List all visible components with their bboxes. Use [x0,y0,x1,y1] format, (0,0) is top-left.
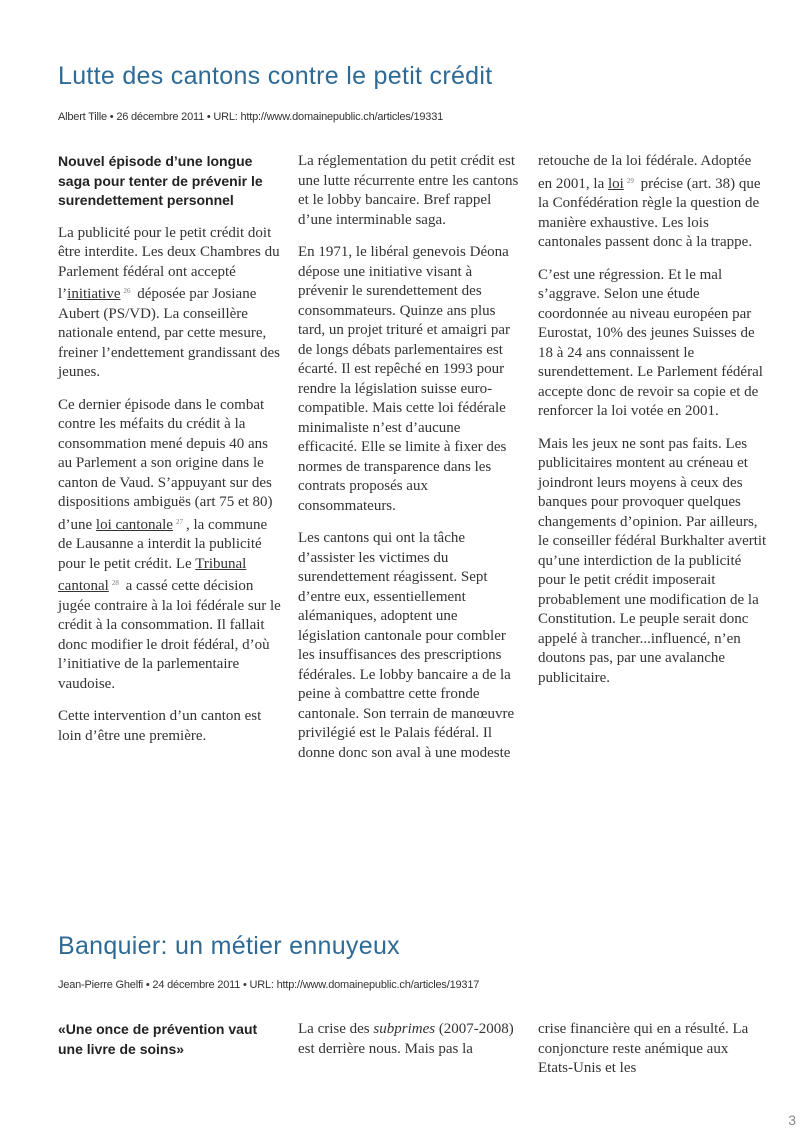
text: retouche de la loi fédérale. Adoptée en 2001, la [538,153,752,192]
footnote-ref[interactable]: 27 [175,517,183,526]
article-column-1 [58,152,283,759]
article-column-3 [538,1020,763,1092]
paragraph: En 1971, le libéral genevois Déona dépose une initiative visant à prévenir le surendettement des consommateurs. Quinze ans plus tard, un projet trituré et amaigri par de longs débats parlementaires est écarté. Il est repêché en 1993 pour rendre la législation suisse euro-compatible. Mais cette loi fédérale minimaliste n’est d’aucune efficacité. Elle se limite à fixer des normes de transparence dans les contrats proposés aux consommateurs. [298,244,510,514]
text: La crise des [298,1021,374,1037]
article-column-3 [538,152,768,701]
tribunal-cantonal-link[interactable]: Tribunal cantonal [58,555,247,594]
text: a cassé cette décision jugée contraire à la loi fédérale sur le crédit à la consommation. Il fallait donc modifier le droit fédéral, d’où l’initiative de la parlementaire vaudoise. [58,578,281,692]
article-column-2 [298,152,523,776]
text: Ce dernier épisode dans le combat contre les méfaits du crédit à la consommation mené depuis 40 ans au Parlement a son origine dans le canton de Vaud. S’appuyant sur des dispositions ambiguës (art 75 et 80) d’une [58,396,273,533]
text: , la commune de Lausanne a interdit la publicité pour le petit crédit. Le [58,516,268,572]
emphasis-text: subprimes [373,1021,436,1037]
initiative-link[interactable]: initiative [67,286,121,302]
paragraph: Mais les jeux ne sont pas faits. Les publicitaires montent au créneau et joindront leurs moyens à ceux des banques pour provoquer quelques changements d’opinion. Par ailleurs, le conseiller fédéral Burkhalter avertit qu’une interdiction de la publicité pour le petit crédit imposerait probablement une modification de la Constitution. Le peuple serait donc appelé à trancher...influencé, n’en doutons pas, par une avalanche publicitaire. [538,435,767,686]
paragraph [538,152,768,253]
text: déposée par Josiane Aubert (PS/VD). La conseillère nationale entend, par cette mesure, freiner l’endettement grandissant des jeunes. [58,286,280,380]
paragraph: La réglementation du petit crédit est une lutte récurrente entre les cantons et le lobby bancaire. Bref rappel d’une interminable saga. [298,153,519,228]
text: La publicité pour le petit crédit doit être interdite. Les deux Chambres du Parlement fédéral ont accepté l’ [58,224,280,302]
loi-link[interactable]: loi [607,175,624,192]
paragraph [298,1020,523,1059]
text: précise (art. 38) que la Confédération règle la question de manière exhaustive. Les lois cantonales passent donc à la trappe. [538,175,761,250]
paragraph [58,224,283,383]
article-column-2 [298,1020,523,1072]
article-title: Banquier: un métier ennuyeux [58,932,400,960]
paragraph: crise financière qui en a résulté. La conjoncture reste anémique aux Etats-Unis et les [538,1021,749,1076]
article-lead: «Une once de prévention vaut une livre de soins» [58,1021,258,1057]
text: (2007-2008) est derrière nous. Mais pas la [298,1021,514,1057]
paragraph: Les cantons qui ont la tâche d’assister les victimes du surendettement réagissent. Sept d’entre eux, essentiellement alémaniques, adoptent une législation cantonale pour combler les insuffisances des prescriptions fédérales. Le lobby bancaire a de la peine à combattre cette fronde cantonale. Son terrain de manœuvre privilégié est le Palais fédéral. Il donne donc son aval à une modeste [298,530,515,761]
article-byline: Albert Tille • 26 décembre 2011 • URL: http://www.domainepublic.ch/articles/19331 [58,111,444,123]
paragraph: C’est une régression. Et le mal s’aggrave. Selon une étude coordonnée au niveau européen par Eurostat, 10% des jeunes Suisses de 18 à 24 ans connaissent le surendettement. Le Parlement fédéral accepte donc de revoir sa copie et de renforcer la loi votée en 2001. [538,266,763,419]
paragraph: Cette intervention d’un canton est loin d’être une première. [58,708,262,744]
article-byline: Jean-Pierre Ghelfi • 24 décembre 2011 • URL: http://www.domainepublic.ch/articles/19317 [58,979,480,991]
paragraph [58,396,283,695]
loi-cantonale-link[interactable]: loi cantonale [95,516,173,533]
article-lead: Nouvel épisode d’une longue saga pour tenter de prévenir le surendettement personnel [58,153,263,208]
article-column-1 [58,1020,283,1072]
article-title: Lutte des cantons contre le petit crédit [58,62,493,90]
footnote-ref[interactable]: 29 [626,176,634,185]
footnote-ref[interactable]: 26 [123,287,131,295]
page-number: 3 [788,1112,796,1128]
footnote-ref[interactable]: 28 [111,579,119,587]
